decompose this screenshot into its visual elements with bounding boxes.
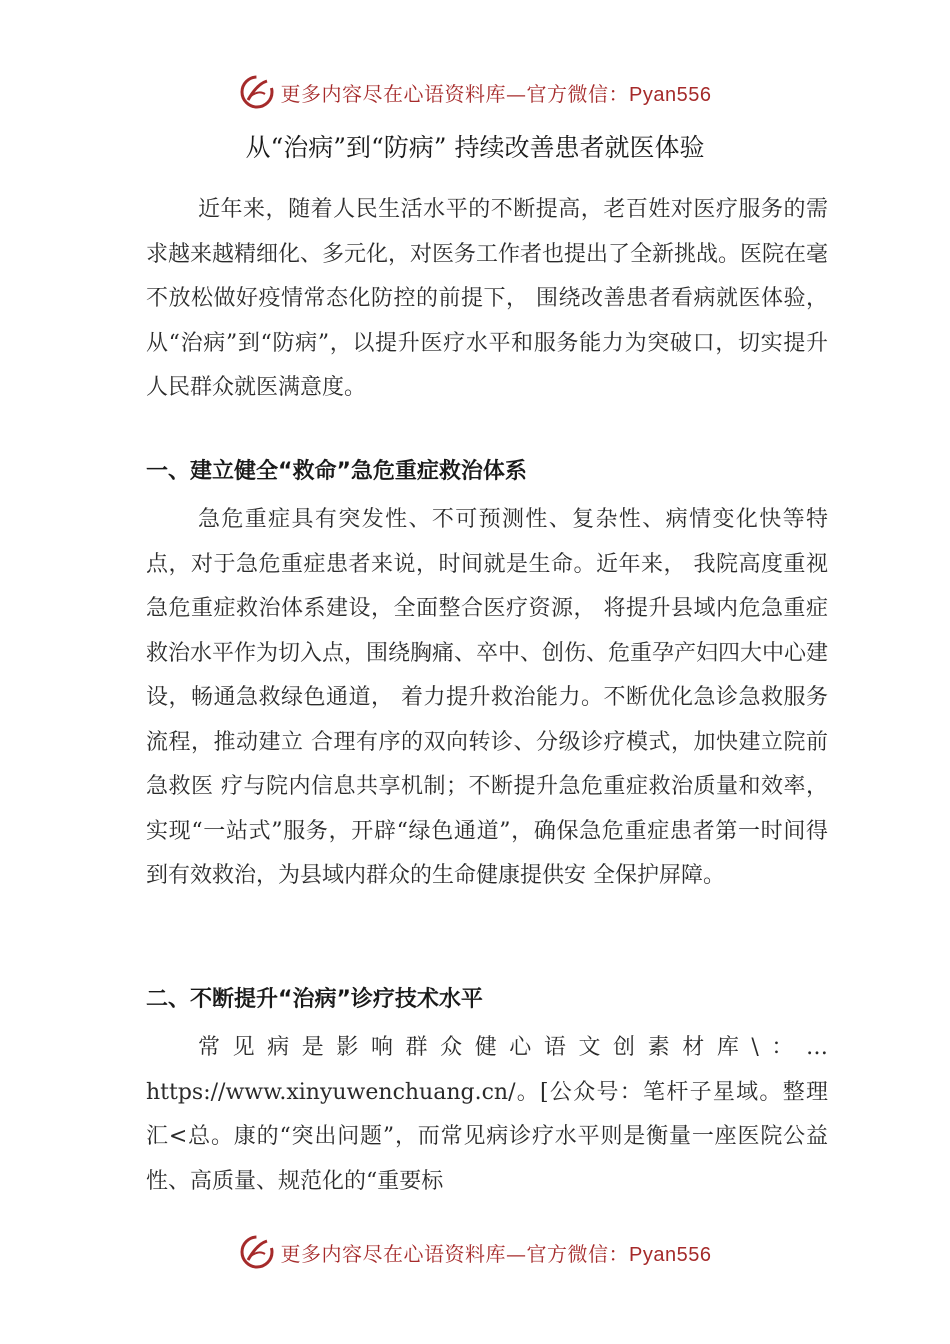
intro-paragraph: 近年来，随着人民生活水平的不断提高，老百姓对医疗服务的需求越来越精细化、多元化，对医务工作者也提出了全新挑战。医院在毫不放松做好疫情常态化防控的前提下， 围绕改善患者看病就医体验，从“治病”到“防病”，以提升医疗水平和服务能力为突破口，切实提升人民群众就医满意度。 bbox=[146, 197, 829, 400]
banner-label: 更多内容尽在心语资料库—官方微信： bbox=[280, 81, 630, 106]
logo-icon bbox=[239, 74, 275, 110]
document-title: 从“治病”到“防病” 持续改善患者就医体验 bbox=[245, 133, 705, 162]
banner-label: 更多内容尽在心语资料库—官方微信： bbox=[280, 1241, 630, 1266]
section-heading-1: 一、建立健全“救命”急危重症救治体系 bbox=[146, 459, 527, 484]
section1-paragraph: 急危重症具有突发性、不可预测性、复杂性、病情变化快等特点，对于急危重症患者来说，时间就是生命。近年来， 我院高度重视急危重症救治体系建设，全面整合医疗资源， 将提升县域内危急重症救治水平作为切入点，围绕胸痛、卒中、创伤、危重孕产妇四大中心建设，畅通急救绿色通道， 着力提升救治能力。不断优化急诊急救服务流程，推动建立 合理有序的双向转诊、分级诊疗模式，加快建立院前急救医 疗与院内信息共享机制；不断提升急危重症救治质量和效率， 实现“一站式”服务，开辟“绿色通道”，确保急危重症患者第一时间得到有效救治，为县域内群众的生命健康提供安 全保护屏障。 bbox=[146, 507, 829, 888]
banner-text bbox=[281, 1238, 712, 1267]
banner-handle: Pyan556 bbox=[629, 1243, 712, 1266]
header-banner bbox=[0, 72, 950, 112]
section-heading-2: 二、不断提升“治病”诊疗技术水平 bbox=[146, 987, 483, 1012]
footer-banner bbox=[0, 1232, 950, 1272]
logo-icon bbox=[239, 1234, 275, 1270]
section2-paragraph: 常见病是影响群众健心语文创素材库\：…https://www.xinyuwenchuang.cn/。[公众号：笔杆子星域。整理汇<总。康的“突出问题”，而常见病诊疗水平则是衡量一座医院公益性、高质量、规范化的“重要标 bbox=[146, 1035, 828, 1194]
banner-text bbox=[281, 78, 712, 107]
banner-handle: Pyan556 bbox=[629, 83, 712, 106]
